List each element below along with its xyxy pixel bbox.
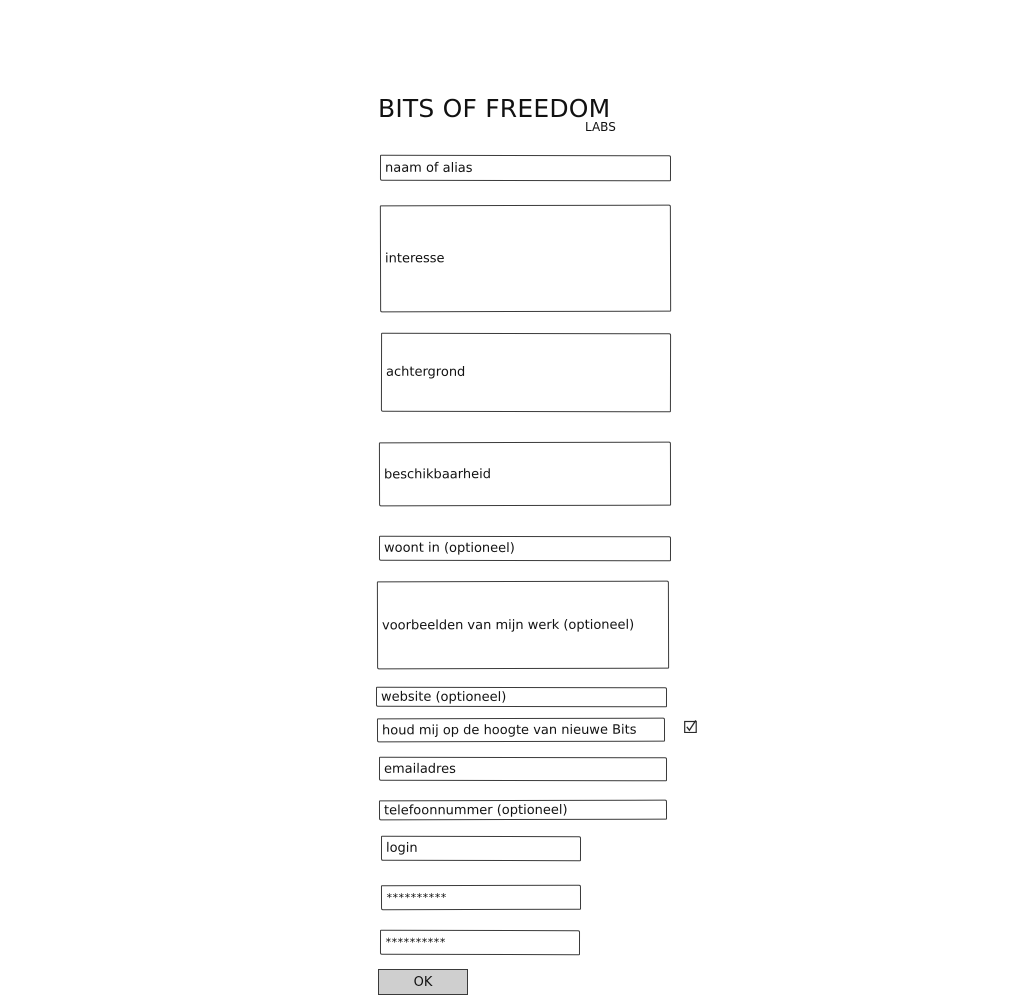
background-field[interactable] [381,333,671,413]
ok-button-label: OK [413,974,433,990]
ok-button[interactable] [378,969,468,995]
newsletter-checkbox[interactable] [684,720,697,733]
email-field[interactable] [379,757,667,782]
website-field[interactable] [376,687,667,708]
password-field[interactable] [381,885,581,911]
page-subtitle: LABS [585,120,616,134]
work-examples-field-text: voorbeelden van mijn werk (optioneel) [381,617,635,633]
password-field-text: ********** [385,891,447,905]
name-field[interactable] [380,155,671,182]
password-confirm-field[interactable] [380,930,580,955]
newsletter-field-text: houd mij op de hoogte van nieuwe Bits [381,722,637,738]
background-field-text: achtergrond [385,364,466,380]
website-field-text: website (optioneel) [380,689,507,705]
interest-field-text: interesse [384,251,445,267]
phone-field-text: telefoonnummer (optioneel) [383,802,568,818]
page-title: BITS OF FREEDOM [378,94,611,123]
lives-in-field-text: woont in (optioneel) [383,540,515,556]
login-field[interactable] [381,836,581,861]
lives-in-field[interactable] [379,536,671,562]
availability-field-text: beschikbaarheid [383,466,491,482]
newsletter-field[interactable] [377,718,665,743]
name-field-text: naam of alias [384,160,473,176]
email-field-text: emailadres [383,761,456,777]
interest-field[interactable] [380,205,671,313]
work-examples-field[interactable] [377,581,669,670]
phone-field[interactable] [379,800,667,821]
login-field-text: login [385,840,418,856]
availability-field[interactable] [379,442,671,507]
password-confirm-field-text: ********** [384,935,446,949]
